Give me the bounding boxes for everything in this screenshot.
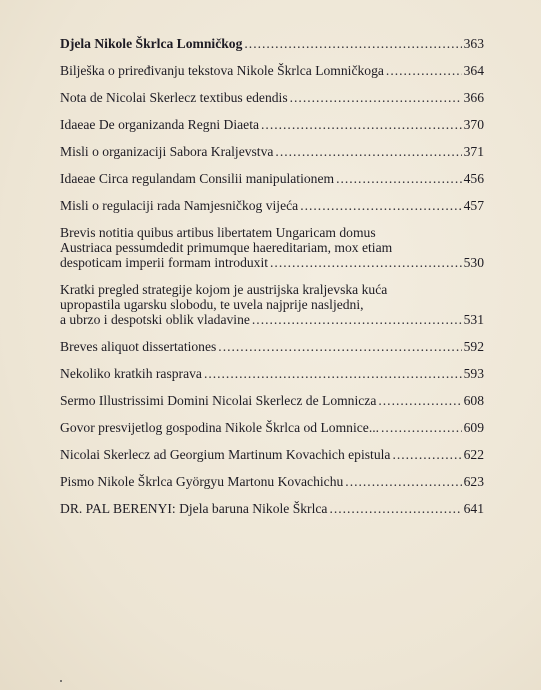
toc-page-number: 641 — [463, 501, 484, 516]
toc-entry-title: Nota de Nicolai Skerlecz textibus edendis — [60, 90, 288, 105]
dot-leader — [244, 36, 461, 51]
toc-page-number: 608 — [463, 393, 484, 408]
toc-entry-title-line: upropastila ugarsku slobodu, te uvela najprije nasljedni, — [60, 297, 364, 312]
dot-leader — [329, 501, 461, 516]
toc-entry — [60, 63, 484, 78]
toc-page-number: 592 — [463, 339, 484, 354]
toc-entry — [60, 117, 484, 132]
dot-leader — [261, 117, 462, 132]
dot-leader — [275, 144, 461, 159]
toc-entry — [60, 366, 484, 381]
toc-page-number: 456 — [463, 171, 484, 186]
toc-page-number: 530 — [463, 255, 484, 270]
toc-entry — [60, 144, 484, 159]
dot-leader — [336, 171, 462, 186]
dot-leader — [270, 255, 462, 270]
toc-entry — [60, 339, 484, 354]
toc-page-number: 593 — [463, 366, 484, 381]
toc-page-number: 371 — [463, 144, 484, 159]
toc-entry — [60, 501, 484, 516]
toc-page-number: 622 — [463, 447, 484, 462]
toc-entry-title: Nicolai Skerlecz ad Georgium Martinum Kovachich epistula — [60, 447, 391, 462]
toc-entry-title: Bilješka o priređivanju tekstova Nikole Škrlca Lomničkoga — [60, 63, 384, 78]
toc-page-number: 623 — [463, 474, 484, 489]
toc-entry-title: Djela Nikole Škrlca Lomničkog — [60, 36, 243, 51]
toc-entry — [60, 447, 484, 462]
dot-leader — [252, 312, 462, 327]
toc-entry-title: Misli o organizaciji Sabora Kraljevstva — [60, 144, 274, 159]
dot-leader — [300, 198, 461, 213]
toc-page-number: 370 — [463, 117, 484, 132]
toc-entry-title-line: Kratki pregled strategije kojom je austrijska kraljevska kuća — [60, 282, 388, 297]
toc-entry-title: Idaeae De organizanda Regni Diaeta — [60, 117, 260, 132]
dot-leader — [386, 63, 462, 78]
toc-entry-title: Nekoliko kratkih rasprava — [60, 366, 202, 381]
toc-entry-title-line: Brevis notitia quibus artibus libertatem Ungaricam domus — [60, 225, 376, 240]
toc-page-number: 366 — [463, 90, 484, 105]
toc-entry-title: Breves aliquot dissertationes — [60, 339, 217, 354]
dot-leader — [381, 420, 462, 435]
toc-entry-title: Misli o regulaciji rada Namjesničkog vijeća — [60, 198, 299, 213]
toc-page-number: 457 — [463, 198, 484, 213]
dot-leader — [378, 393, 461, 408]
toc-entry-title: Sermo Illustrissimi Domini Nicolai Skerlecz de Lomnicza — [60, 393, 377, 408]
toc-page-number: 609 — [463, 420, 484, 435]
toc-entry-title: DR. PAL BERENYI: Djela baruna Nikole Škrlca — [60, 501, 328, 516]
toc-entry — [60, 474, 484, 489]
toc-entry — [60, 36, 484, 51]
dot-leader — [204, 366, 462, 381]
table-of-contents — [60, 36, 484, 528]
toc-entry-title: despoticam imperii formam introduxit — [60, 255, 269, 270]
dot-leader — [345, 474, 461, 489]
toc-entry — [60, 420, 484, 435]
toc-entry — [60, 198, 484, 213]
toc-entry — [60, 90, 484, 105]
toc-entry-title: a ubrzo i despotski oblik vladavine — [60, 312, 250, 327]
toc-entry — [60, 282, 484, 327]
toc-entry-title: Pismo Nikole Škrlca Györgyu Martonu Kovachichu — [60, 474, 344, 489]
dot-leader — [392, 447, 461, 462]
dot-leader — [218, 339, 461, 354]
toc-page-number: 363 — [463, 36, 484, 51]
toc-page-number: 531 — [463, 312, 484, 327]
toc-entry — [60, 225, 484, 270]
toc-entry — [60, 171, 484, 186]
page-speck — [60, 680, 62, 682]
toc-page-number: 364 — [463, 63, 484, 78]
toc-entry-title: Govor presvijetlog gospodina Nikole Škrlca od Lomnice... — [60, 420, 380, 435]
toc-entry — [60, 393, 484, 408]
toc-entry-title: Idaeae Circa regulandam Consilii manipulationem — [60, 171, 335, 186]
toc-entry-title-line: Austriaca pessumdedit primumque haereditariam, mox etiam — [60, 240, 393, 255]
dot-leader — [290, 90, 462, 105]
